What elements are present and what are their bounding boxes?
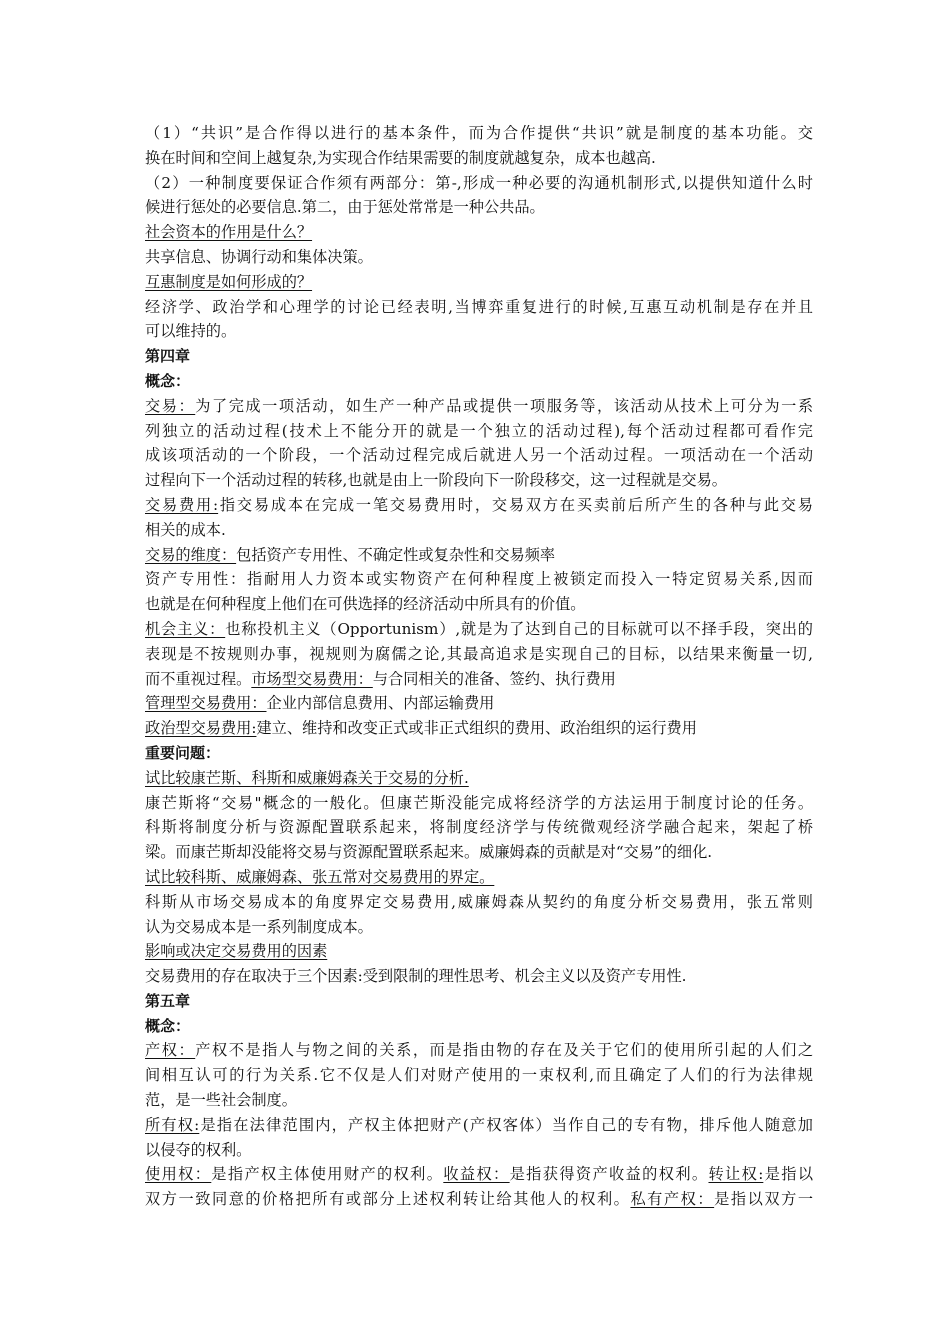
text-line	[145, 815, 813, 840]
text-segment: 列独立的活动过程(技术上不能分开的就是一个独立的活动过程),每个活动过程都可看作完	[145, 421, 813, 440]
text-line	[145, 592, 813, 617]
text-segment: 交易费用的存在取决于三个因素:受到限制的理性思考、机会主义以及资产专用性.	[145, 967, 687, 986]
text-line	[145, 270, 813, 295]
text-line	[145, 1113, 813, 1138]
text-line	[145, 245, 813, 270]
text-segment: 认为交易成本是一系列制度成本。	[145, 917, 373, 936]
text-line	[145, 741, 813, 766]
text-line	[145, 1014, 813, 1039]
text-line	[145, 121, 813, 146]
text-segment: 包括资产专用性、不确定性或复杂性和交易频率	[236, 545, 556, 564]
text-segment: （2）一种制度要保证合作须有两部分：第-,形成一种必要的沟通机制形式,以提供知道什么时	[145, 173, 813, 192]
text-line	[145, 667, 813, 692]
underlined-term: 影响或决定交易费用的因素	[145, 942, 328, 961]
text-line	[145, 840, 813, 865]
text-line	[145, 1162, 813, 1187]
text-line	[145, 766, 813, 791]
text-segment: 也就是在何种程度上他们在可供选择的经济活动中所具有的价值。	[145, 595, 586, 614]
text-segment: 是指以双方一	[714, 1190, 813, 1209]
text-line	[145, 1063, 813, 1088]
text-line	[145, 543, 813, 568]
text-line	[145, 915, 813, 940]
text-line	[145, 419, 813, 444]
text-segment: 梁。而康芒斯却没能将交易与资源配置联系起来。威廉姆森的贡献是对“交易”的细化.	[145, 843, 713, 862]
text-line	[145, 319, 813, 344]
text-segment: 双方一致同意的价格把所有或部分上述权利转让给其他人的权利。	[145, 1190, 631, 1209]
text-segment: 康芒斯将“交易"概念的一般化。但康芒斯没能完成将经济学的方法运用于制度讨论的任务。	[145, 793, 813, 812]
section-heading: 重要问题：	[145, 743, 221, 762]
text-line	[145, 939, 813, 964]
text-segment: 为了完成一项活动，如生产一种产品或提供一项服务等，该活动从技术上可分为一系	[195, 396, 813, 415]
underlined-term: 交易的维度：	[145, 545, 237, 564]
text-line	[145, 295, 813, 320]
text-segment: 是指获得资产收益的权利。	[509, 1165, 709, 1184]
text-segment: 与合同相关的准备、签约、执行费用	[372, 669, 616, 688]
text-segment: 产权不是指人与物之间的关系，而是指由物的存在及关于它们的使用所引起的人们之	[195, 1041, 813, 1060]
text-line	[145, 344, 813, 369]
underlined-term: 试比较康芒斯、科斯和威廉姆森关于交易的分析.	[145, 768, 469, 787]
text-segment: 过程向下一个活动过程的转移,也就是由上一阶段向下一阶段移交，这一过程就是交易。	[145, 471, 727, 490]
text-line	[145, 716, 813, 741]
text-segment: 共享信息、协调行动和集体决策。	[145, 247, 373, 266]
text-segment: 可以维持的。	[145, 322, 237, 341]
text-line	[145, 1088, 813, 1113]
text-line	[145, 617, 813, 642]
text-segment: 是指在法律范围内，产权主体把财产(产权客体）当作自己的专有物，排斥他人随意加	[199, 1115, 813, 1134]
text-line	[145, 369, 813, 394]
text-segment: 也称投机主义（Opportunism）,就是为了达到自己的目标就可以不择手段，突出的	[225, 619, 813, 638]
section-heading: 概念：	[145, 371, 191, 390]
text-segment: 建立、维持和改变正式或非正式组织的费用、政治组织的运行费用	[256, 719, 697, 738]
text-line	[145, 1187, 813, 1212]
text-line	[145, 1138, 813, 1163]
underlined-term: 交易费用:	[145, 495, 219, 514]
text-segment: 范，是一些社会制度。	[145, 1091, 297, 1110]
underlined-term: 市场型交易费用：	[251, 669, 373, 688]
text-segment: （1）“共识”是合作得以进行的基本条件，而为合作提供“共识”就是制度的基本功能。交	[145, 124, 813, 142]
underlined-term: 收益权：	[443, 1165, 510, 1184]
text-segment: 是指产权主体使用财产的权利。	[211, 1165, 444, 1184]
text-line	[145, 220, 813, 245]
underlined-term: 交易：	[145, 396, 196, 415]
text-segment: 资产专用性：指耐用人力资本或实物资产在何种程度上被锁定而投入一特定贸易关系,因而	[145, 570, 813, 589]
text-segment: 成该项活动的一个阶段，一个活动过程完成后就进人另一个活动过程。一项活动在一个活动	[145, 446, 813, 465]
text-line	[145, 865, 813, 890]
underlined-term: 使用权：	[145, 1165, 212, 1184]
text-segment: 候进行惩处的必要信息.第二，由于惩处常常是一种公共品。	[145, 198, 545, 217]
text-line	[145, 518, 813, 543]
text-segment: 表现是不按规则办事，视规则为腐儒之论,其最高追求是实现自己的目标，以结果来衡量一切,	[145, 644, 813, 663]
underlined-term: 所有权:	[145, 1115, 200, 1134]
text-line	[145, 791, 813, 816]
underlined-term: 机会主义：	[145, 619, 226, 638]
underlined-term: 转让权:	[708, 1165, 764, 1184]
text-line	[145, 964, 813, 989]
section-heading: 第五章	[145, 991, 191, 1010]
section-heading: 概念：	[145, 1016, 191, 1035]
text-line	[145, 468, 813, 493]
text-segment: 科斯将制度分析与资源配置联系起来，将制度经济学与传统微观经济学融合起来，架起了桥	[145, 818, 813, 837]
text-line	[145, 642, 813, 667]
text-segment: 以侵夺的权利。	[145, 1140, 252, 1159]
text-segment: 相关的成本.	[145, 520, 226, 539]
text-line	[145, 146, 813, 171]
underlined-term: 社会资本的作用是什么？	[145, 223, 313, 242]
underlined-term: 私有产权：	[630, 1190, 715, 1209]
underlined-term: 政治型交易费用:	[145, 719, 257, 738]
text-line	[145, 394, 813, 419]
document-body	[145, 121, 813, 1212]
text-segment: 而不重视过程。	[145, 669, 252, 688]
text-line	[145, 443, 813, 468]
text-line	[145, 989, 813, 1014]
text-segment: 经济学、政治学和心理学的讨论已经表明,当博弈重复进行的时候,互惠互动机制是存在并且	[145, 297, 813, 316]
section-heading: 第四章	[145, 347, 191, 366]
underlined-term: 管理型交易费用：	[145, 694, 267, 713]
underlined-term: 产权：	[145, 1041, 196, 1060]
text-segment: 科斯从市场交易成本的角度界定交易费用,威廉姆森从契约的角度分析交易费用，张五常则	[145, 892, 813, 911]
text-segment: 间相互认可的行为关系.它不仅是人们对财产使用的一束权利,而且确定了人们的行为法律规	[145, 1066, 813, 1085]
text-segment: 指交易成本在完成一笔交易费用时，交易双方在买卖前后所产生的各种与此交易	[218, 495, 813, 514]
text-line	[145, 567, 813, 592]
underlined-term: 互惠制度是如何形成的？	[145, 272, 313, 291]
text-line	[145, 171, 813, 196]
text-segment: 企业内部信息费用、内部运输费用	[266, 694, 495, 713]
text-segment: 换在时间和空间上越复杂,为实现合作结果需要的制度就越复杂，成本也越高.	[145, 148, 656, 167]
text-line	[145, 493, 813, 518]
text-line	[145, 890, 813, 915]
text-line	[145, 195, 813, 220]
underlined-term: 试比较科斯、威廉姆森、张五常对交易费用的界定。	[145, 867, 495, 886]
text-segment: 是指以	[763, 1165, 813, 1184]
text-line	[145, 691, 813, 716]
text-line	[145, 1038, 813, 1063]
